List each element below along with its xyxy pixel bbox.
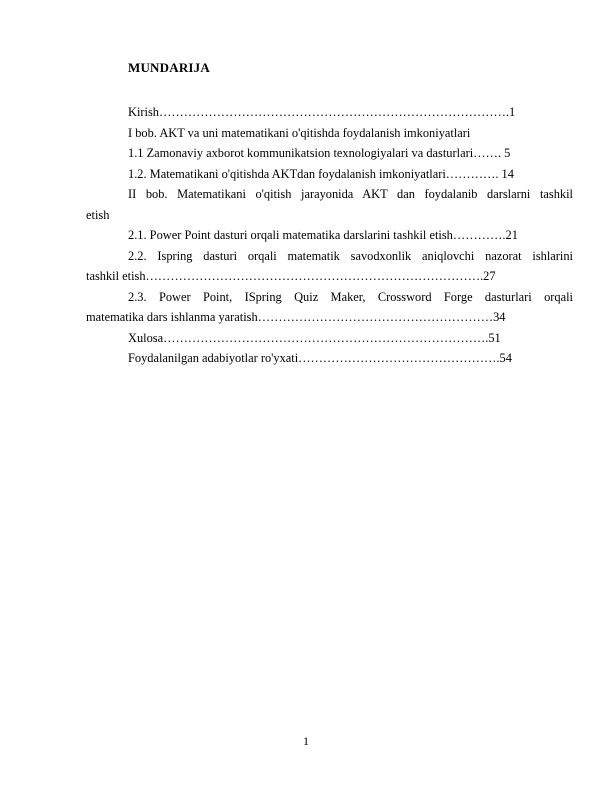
table-of-contents <box>86 102 573 369</box>
toc-entry-chapter-2-line1: II bob. Matematikani o'qitish jarayonida AKT dan foydalanib darslarni tashkil <box>128 187 573 201</box>
toc-entry-2-2-line1: 2.2. Ispring dasturi orqali matematik savodxonlik aniqlovchi nazorat ishlarini <box>128 248 573 263</box>
toc-entry-adabiyotlar: Foydalanilgan adabiyotlar ro'yxati………………………………………….54 <box>128 351 512 365</box>
toc-entry-1-2: 1.2. Matematikani o'qitishda AKTdan foydalanish imkoniyatlari…………. 14 <box>128 166 514 181</box>
page-number: 1 <box>303 734 309 748</box>
toc-entry-2-3-line1: 2.3. Power Point, ISpring Quiz Maker, Crossword Forge dasturlari orqali <box>128 289 573 304</box>
toc-entry-kirish: Kirish………………………………………………………………………….1 <box>128 105 516 119</box>
page-title: MUNDARIJA <box>128 60 210 75</box>
toc-entry-xulosa: Xulosa…………………………………………………………………….51 <box>128 330 501 345</box>
toc-entry-chapter-1: I bob. AKT va uni matematikani o'qitishda foydalanish imkoniyatlari <box>128 125 471 140</box>
toc-entry-2-2-line2: tashkil etish……………………………………………………………………….27 <box>86 269 496 283</box>
toc-entry-2-3-line2: matematika dars ishlanma yaratish…………………………………………………34 <box>86 310 506 324</box>
toc-entry-2-1: 2.1. Power Point dasturi orqali matematika darslarini tashkil etish………….21 <box>128 228 518 242</box>
toc-entry-chapter-2-line2: etish <box>86 207 110 222</box>
toc-entry-1-1: 1.1 Zamonaviy axborot kommunikatsion texnologiyalari va dasturlari……. 5 <box>128 146 511 160</box>
